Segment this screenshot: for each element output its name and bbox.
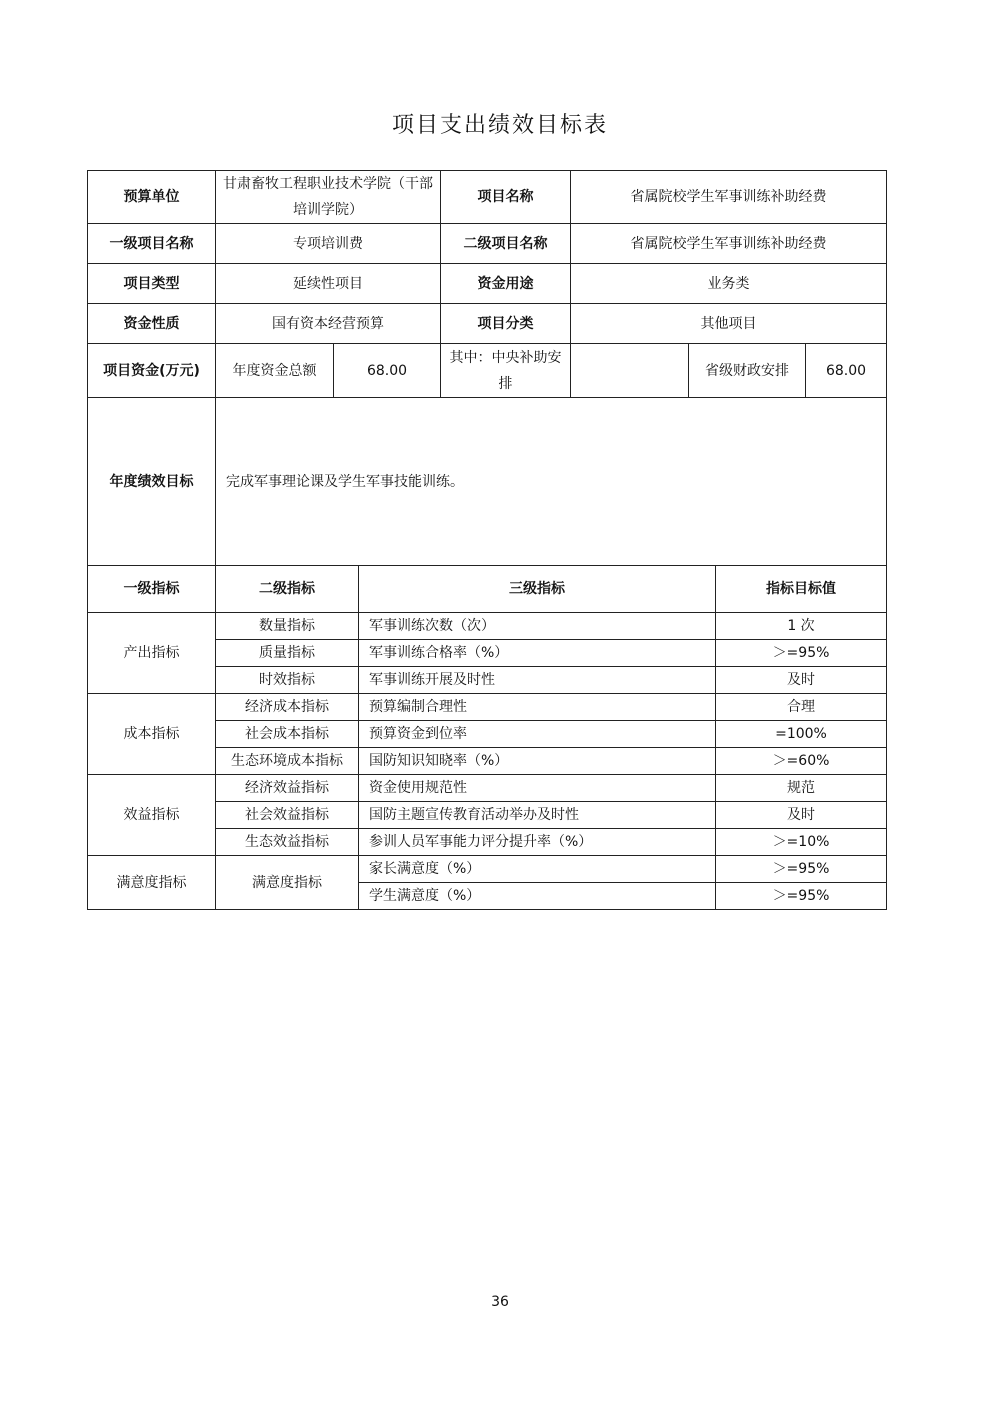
- target-cell: 1 次: [716, 613, 887, 640]
- fund-use-value: 业务类: [571, 264, 887, 304]
- project-name-value: 省属院校学生军事训练补助经费: [571, 171, 887, 224]
- annual-total-label: 年度资金总额: [216, 344, 334, 398]
- central-value: [571, 344, 689, 398]
- header-target: 指标目标值: [716, 566, 887, 613]
- project-category-label: 项目分类: [441, 304, 571, 344]
- header-level3: 三级指标: [359, 566, 716, 613]
- table-row: [88, 856, 887, 883]
- goal-label: 年度绩效目标: [88, 398, 216, 566]
- project-category-value: 其他项目: [571, 304, 887, 344]
- level3-cell: 资金使用规范性: [359, 775, 716, 802]
- level2-cell: 数量指标: [216, 613, 359, 640]
- provincial-label: 省级财政安排: [689, 344, 806, 398]
- project-type-value: 延续性项目: [216, 264, 441, 304]
- page-number: 36: [491, 1294, 509, 1310]
- level3-cell: 军事训练开展及时性: [359, 667, 716, 694]
- target-cell: 及时: [716, 667, 887, 694]
- target-cell: 规范: [716, 775, 887, 802]
- target-cell: 及时: [716, 802, 887, 829]
- budget-unit-label: 预算单位: [88, 171, 216, 224]
- funds-label: 项目资金(万元): [88, 344, 216, 398]
- level1-cell: 产出指标: [88, 613, 216, 694]
- level3-cell: 预算编制合理性: [359, 694, 716, 721]
- level2-cell: 满意度指标: [216, 856, 359, 910]
- level2-cell: 生态效益指标: [216, 829, 359, 856]
- annual-total-value: 68.00: [334, 344, 441, 398]
- table-row: [88, 775, 887, 802]
- central-label: 其中：中央补助安排: [441, 344, 571, 398]
- level1-name-label: 一级项目名称: [88, 224, 216, 264]
- fund-nature-value: 国有资本经营预算: [216, 304, 441, 344]
- project-info-table: [87, 170, 887, 566]
- level3-cell: 预算资金到位率: [359, 721, 716, 748]
- level3-cell: 参训人员军事能力评分提升率（%）: [359, 829, 716, 856]
- goal-value: 完成军事理论课及学生军事技能训练。: [216, 398, 887, 566]
- level2-cell: 社会效益指标: [216, 802, 359, 829]
- target-cell: ＞=95%: [716, 856, 887, 883]
- level1-cell: 效益指标: [88, 775, 216, 856]
- level2-name-label: 二级项目名称: [441, 224, 571, 264]
- target-cell: =100%: [716, 721, 887, 748]
- level3-cell: 军事训练合格率（%）: [359, 640, 716, 667]
- level2-cell: 经济成本指标: [216, 694, 359, 721]
- fund-nature-label: 资金性质: [88, 304, 216, 344]
- level2-name-value: 省属院校学生军事训练补助经费: [571, 224, 887, 264]
- level3-cell: 国防知识知晓率（%）: [359, 748, 716, 775]
- budget-unit-value: 甘肃畜牧工程职业技术学院（干部培训学院）: [216, 171, 441, 224]
- level3-cell: 国防主题宣传教育活动举办及时性: [359, 802, 716, 829]
- level2-cell: 生态环境成本指标: [216, 748, 359, 775]
- indicator-table: [87, 565, 887, 910]
- level1-cell: 满意度指标: [88, 856, 216, 910]
- header-level1: 一级指标: [88, 566, 216, 613]
- level2-cell: 经济效益指标: [216, 775, 359, 802]
- level3-cell: 军事训练次数（次）: [359, 613, 716, 640]
- target-cell: ＞=10%: [716, 829, 887, 856]
- target-cell: ＞=60%: [716, 748, 887, 775]
- level2-cell: 质量指标: [216, 640, 359, 667]
- level2-cell: 社会成本指标: [216, 721, 359, 748]
- project-name-label: 项目名称: [441, 171, 571, 224]
- page-title: 项目支出绩效目标表: [391, 113, 608, 138]
- target-cell: ＞=95%: [716, 640, 887, 667]
- fund-use-label: 资金用途: [441, 264, 571, 304]
- level1-name-value: 专项培训费: [216, 224, 441, 264]
- header-level2: 二级指标: [216, 566, 359, 613]
- level3-cell: 学生满意度（%）: [359, 883, 716, 910]
- provincial-value: 68.00: [806, 344, 887, 398]
- table-row: [88, 613, 887, 640]
- level3-cell: 家长满意度（%）: [359, 856, 716, 883]
- table-row: [88, 694, 887, 721]
- target-cell: ＞=95%: [716, 883, 887, 910]
- project-type-label: 项目类型: [88, 264, 216, 304]
- level2-cell: 时效指标: [216, 667, 359, 694]
- target-cell: 合理: [716, 694, 887, 721]
- level1-cell: 成本指标: [88, 694, 216, 775]
